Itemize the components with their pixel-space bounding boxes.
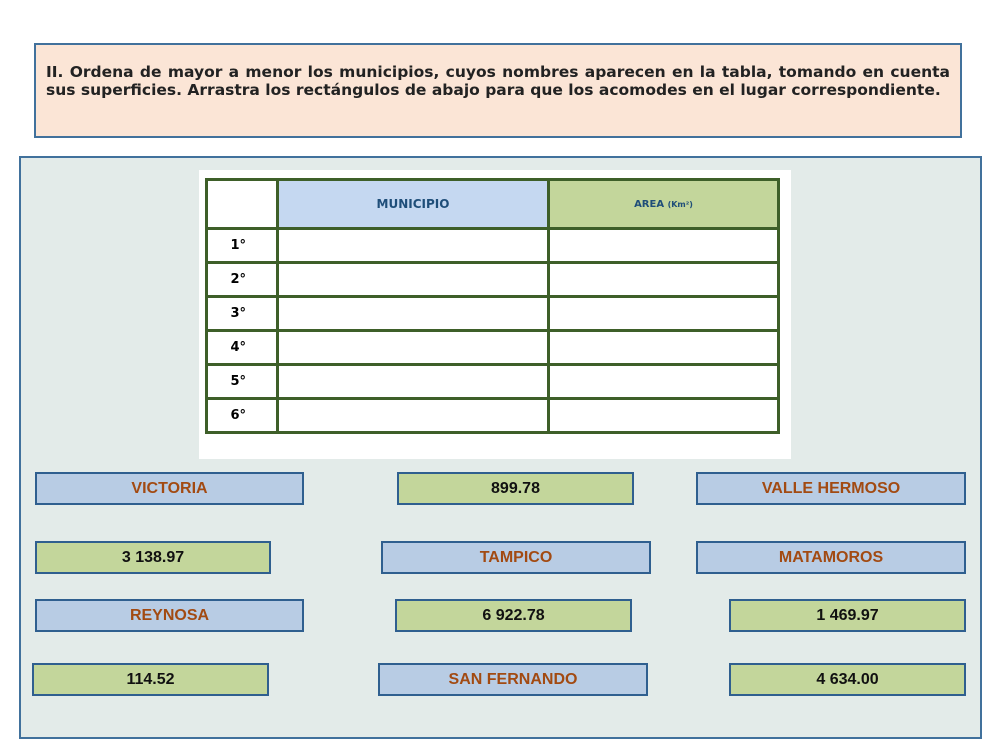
municipio-drop-slot-5[interactable] [278, 365, 549, 399]
rank-label: 1° [207, 229, 278, 263]
header-area-unit: (Km²) [667, 199, 693, 209]
area-drop-slot-4[interactable] [549, 331, 779, 365]
rank-label: 3° [207, 297, 278, 331]
tile-reynosa[interactable]: REYNOSA [35, 599, 304, 632]
tile-valle-hermoso[interactable]: VALLE HERMOSO [696, 472, 966, 505]
table-row [207, 399, 779, 433]
area-drop-slot-1[interactable] [549, 229, 779, 263]
header-blank-cell [207, 180, 278, 229]
tile-area-3138-97[interactable]: 3 138.97 [35, 541, 271, 574]
table-row [207, 229, 779, 263]
rank-label: 6° [207, 399, 278, 433]
municipio-drop-slot-3[interactable] [278, 297, 549, 331]
tile-area-6922-78[interactable]: 6 922.78 [395, 599, 632, 632]
municipio-drop-slot-6[interactable] [278, 399, 549, 433]
header-municipio: MUNICIPIO [278, 180, 549, 229]
rank-label: 4° [207, 331, 278, 365]
municipio-drop-slot-2[interactable] [278, 263, 549, 297]
tile-area-1469-97[interactable]: 1 469.97 [729, 599, 966, 632]
header-area [549, 180, 779, 229]
tile-area-899-78[interactable]: 899.78 [397, 472, 634, 505]
rank-label: 5° [207, 365, 278, 399]
tile-tampico[interactable]: TAMPICO [381, 541, 651, 574]
tile-matamoros[interactable]: MATAMOROS [696, 541, 966, 574]
municipio-drop-slot-1[interactable] [278, 229, 549, 263]
ranking-table [205, 178, 780, 434]
area-drop-slot-2[interactable] [549, 263, 779, 297]
table-header-row [207, 180, 779, 229]
area-drop-slot-5[interactable] [549, 365, 779, 399]
tile-victoria[interactable]: VICTORIA [35, 472, 304, 505]
area-drop-slot-6[interactable] [549, 399, 779, 433]
table-row [207, 263, 779, 297]
instructions-text: II. Ordena de mayor a menor los municipios, cuyos nombres aparecen en la tabla, tomando en cuenta sus superficies. Arrastra los rectángulos de abajo para que los acomodes en el lugar correspondiente. [34, 43, 962, 138]
table-row [207, 297, 779, 331]
table-row [207, 331, 779, 365]
municipio-drop-slot-4[interactable] [278, 331, 549, 365]
tile-san-fernando[interactable]: SAN FERNANDO [378, 663, 648, 696]
rank-label: 2° [207, 263, 278, 297]
header-area-label: AREA [634, 198, 665, 210]
tile-area-114-52[interactable]: 114.52 [32, 663, 269, 696]
ranking-table-container [199, 170, 791, 459]
table-row [207, 365, 779, 399]
tile-area-4634-00[interactable]: 4 634.00 [729, 663, 966, 696]
area-drop-slot-3[interactable] [549, 297, 779, 331]
